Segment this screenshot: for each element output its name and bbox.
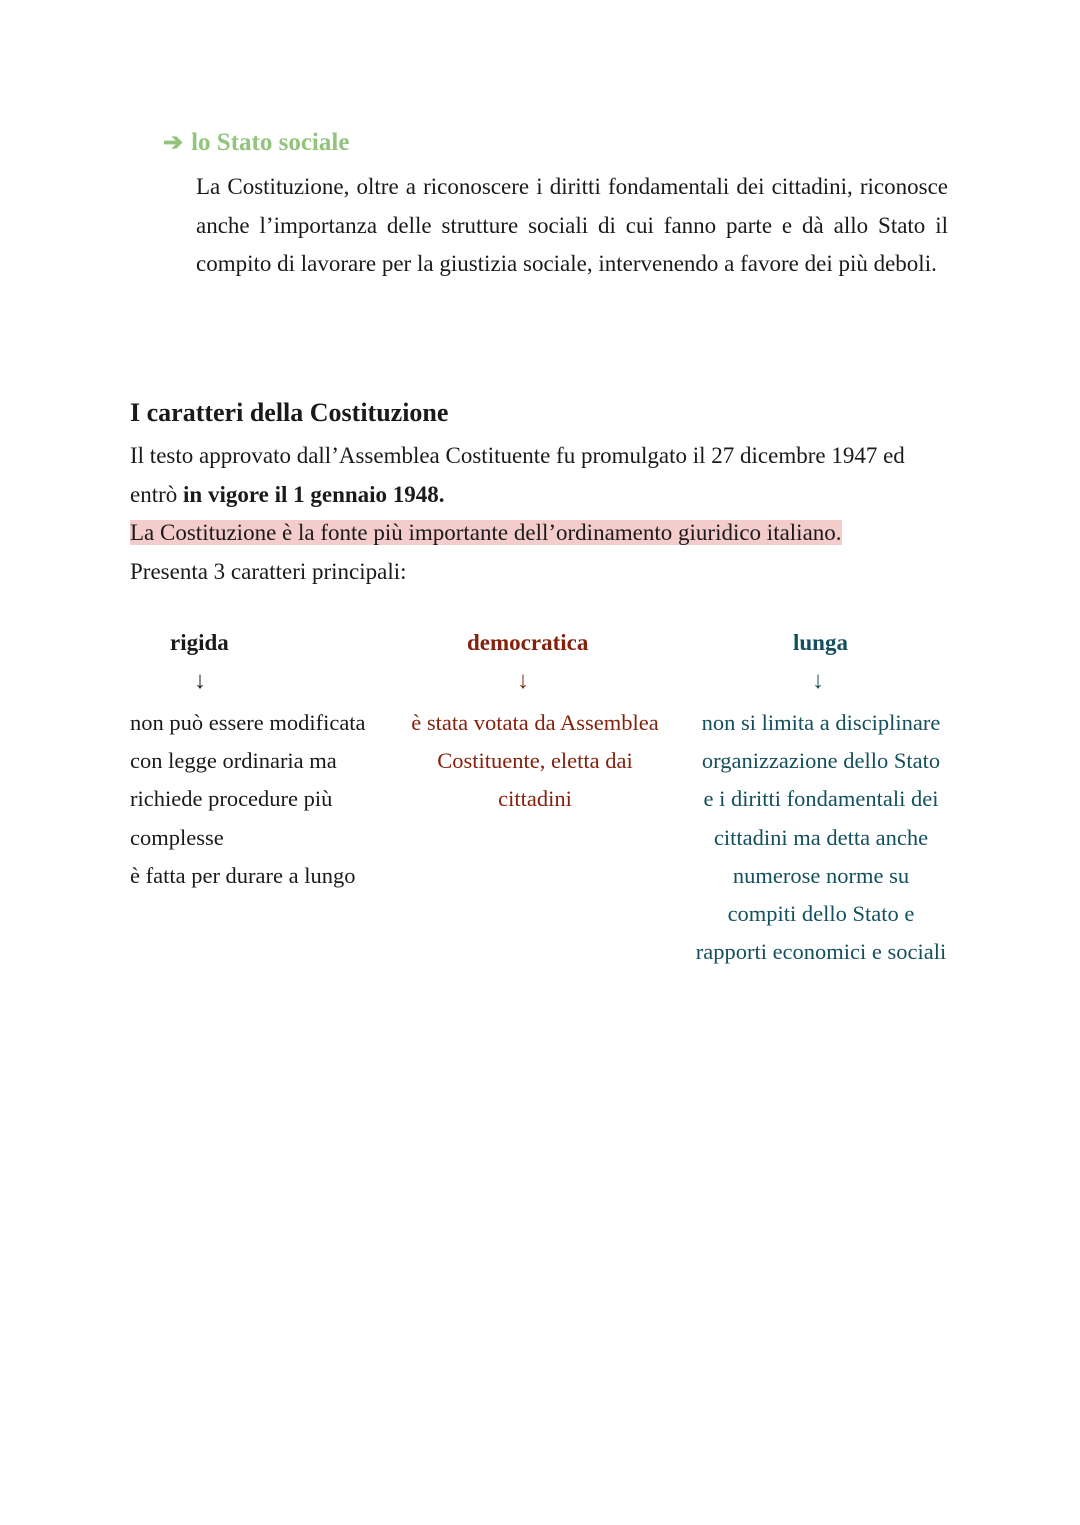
column-line: è stata votata da Assemblea (411, 710, 659, 735)
column-line: e i diritti fondamentali dei (703, 786, 939, 812)
column-line: con legge ordinaria ma (130, 748, 337, 774)
column-title-rigida: rigida (170, 630, 229, 655)
stato-sociale-heading (163, 128, 349, 157)
column-text-lunga (676, 704, 966, 971)
column-text-democratica (400, 704, 670, 819)
column-title-democratica: democratica (467, 630, 589, 655)
column-line: non può essere modificata (130, 710, 366, 735)
column-line: numerose norme su (732, 862, 910, 888)
caratteri-line-2 (130, 476, 950, 515)
down-arrow-icon: ↓ (517, 668, 529, 694)
caratteri-line-2-prefix: entrò (130, 481, 184, 507)
section-title-caratteri: I caratteri della Costituzione (130, 398, 449, 427)
column-line: cittadini (498, 786, 572, 812)
column-line: richiede procedure più (130, 786, 333, 812)
column-line: cittadini ma detta anche (713, 824, 929, 850)
stato-sociale-heading-text: lo Stato sociale (191, 128, 350, 156)
caratteri-line-3 (130, 514, 950, 553)
caratteri-text (130, 437, 950, 591)
column-line: Costituente, eletta dai (437, 748, 633, 774)
caratteri-line-4: Presenta 3 caratteri principali: (130, 558, 407, 584)
arrow-right-icon: ➔ (163, 130, 184, 156)
column-line: complesse (130, 824, 224, 850)
caratteri-line-1: Il testo approvato dall’Assemblea Costituente fu promulgato il 27 dicembre 1947 ed (130, 443, 905, 468)
down-arrow-icon: ↓ (194, 668, 206, 694)
stato-sociale-body: La Costituzione, oltre a riconoscere i diritti fondamentali dei cittadini, riconosce anche l’importanza delle strutture sociali di cui fanno parte e dà allo Stato il compito di lavorare per la giustizia sociale, intervenendo a favore dei più deboli. (196, 174, 948, 276)
column-line: è fatta per durare a lungo (130, 862, 356, 888)
column-text-rigida (130, 704, 366, 895)
column-line: compiti dello Stato e (727, 901, 915, 927)
down-arrow-icon: ↓ (812, 668, 824, 694)
column-line: rapporti economici e sociali (695, 939, 947, 965)
column-line: non si limita a disciplinare (701, 710, 941, 735)
highlighted-sentence: La Costituzione è la fonte più importante dell’ordinamento giuridico italiano. (130, 520, 842, 545)
caratteri-line-2-bold: in vigore il 1 gennaio 1948. (183, 481, 445, 507)
column-title-lunga: lunga (793, 630, 848, 655)
column-line: organizzazione dello Stato (701, 748, 941, 774)
